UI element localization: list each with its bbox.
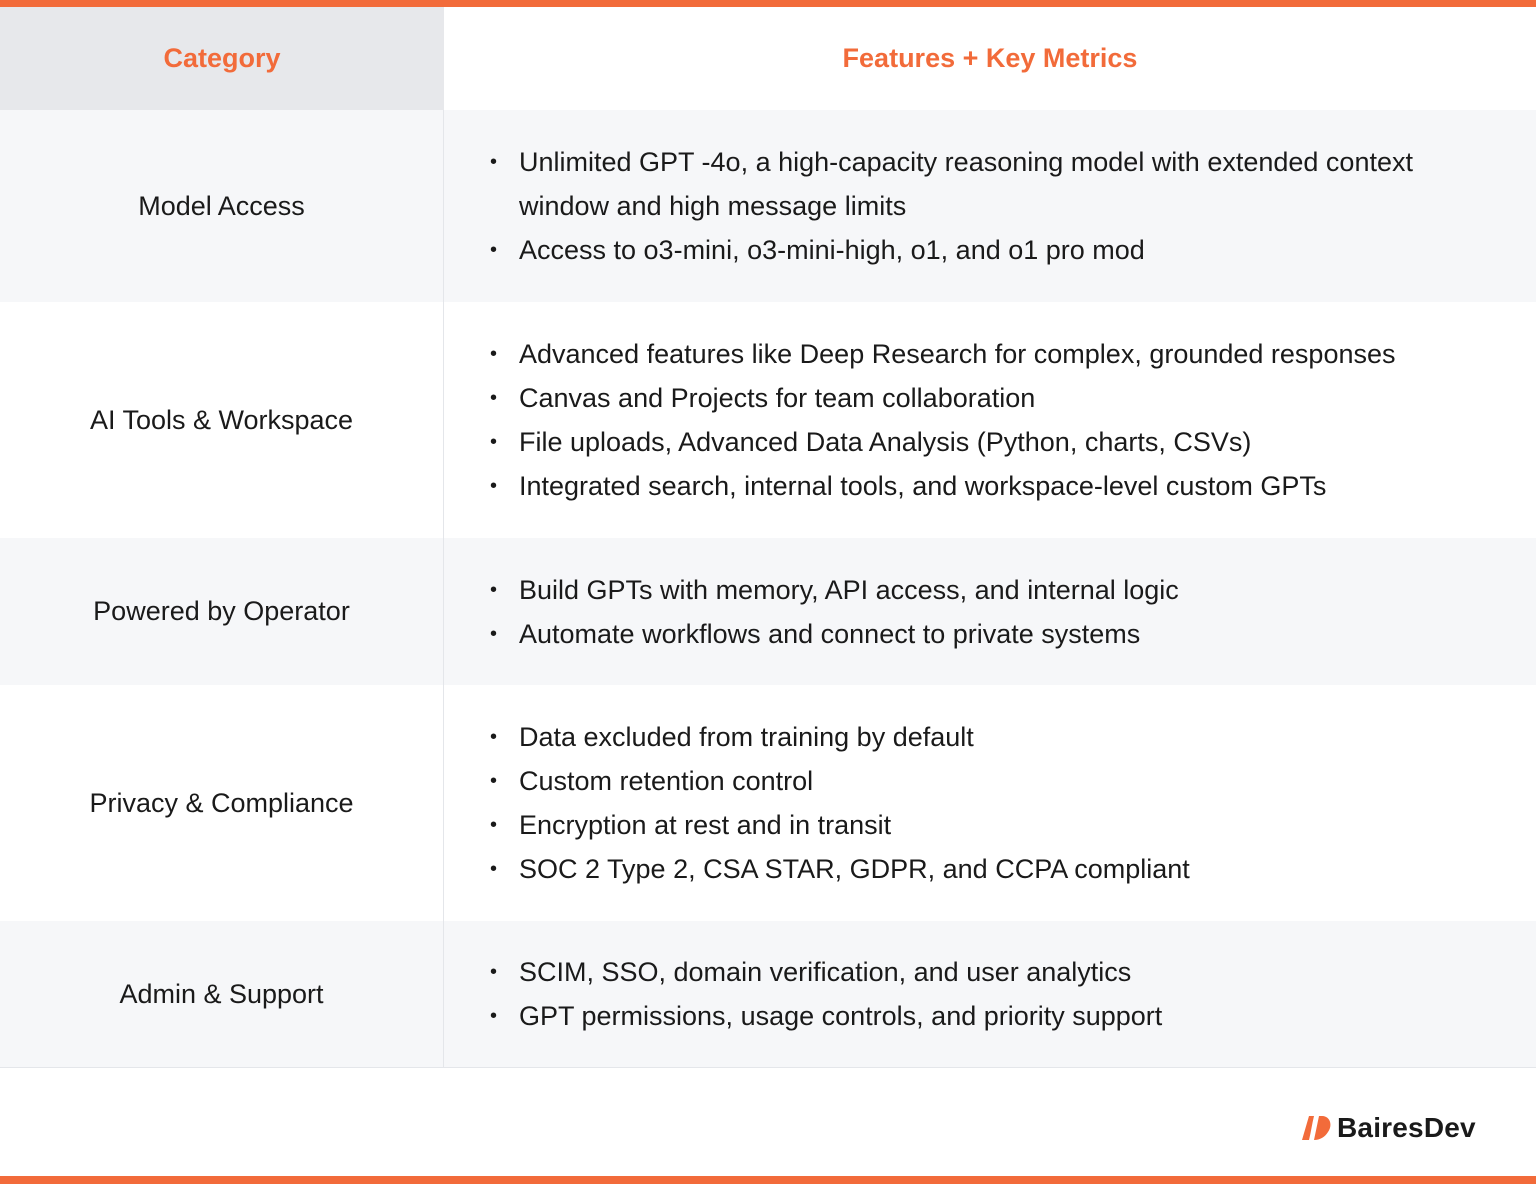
header-category: Category <box>0 7 444 110</box>
feature-list <box>490 715 1506 891</box>
row-category: Admin & Support <box>0 921 444 1067</box>
feature-list <box>490 950 1506 1038</box>
row-category: Privacy & Compliance <box>0 685 444 921</box>
feature-item: • Build GPTs with memory, API access, and internal logic <box>490 568 1506 612</box>
top-accent-bar <box>0 0 1536 7</box>
bairesdev-logo-icon <box>1300 1115 1332 1141</box>
feature-item: • Custom retention control <box>490 759 1506 803</box>
feature-item: • Canvas and Projects for team collaboration <box>490 376 1506 420</box>
row-category: AI Tools & Workspace <box>0 302 444 538</box>
row-features <box>444 110 1536 302</box>
feature-list <box>490 332 1506 508</box>
feature-list <box>490 568 1506 656</box>
feature-item: • Unlimited GPT -4o, a high-capacity reasoning model with extended context window and high message limits <box>490 140 1506 228</box>
feature-item: • SOC 2 Type 2, CSA STAR, GDPR, and CCPA compliant <box>490 847 1506 891</box>
table-row <box>0 685 1536 921</box>
table-row <box>0 110 1536 302</box>
row-features <box>444 538 1536 685</box>
row-category: Model Access <box>0 110 444 302</box>
table-row <box>0 538 1536 685</box>
row-features <box>444 921 1536 1067</box>
bottom-accent-bar <box>0 1176 1536 1184</box>
feature-list <box>490 140 1506 272</box>
row-features <box>444 302 1536 538</box>
table-header-row <box>0 7 1536 110</box>
header-features: Features + Key Metrics <box>444 7 1536 110</box>
feature-item: • Access to o3-mini, o3-mini-high, o1, and o1 pro mod <box>490 228 1506 272</box>
brand-name: BairesDev <box>1337 1112 1476 1143</box>
table-row <box>0 921 1536 1068</box>
table-row <box>0 302 1536 538</box>
feature-item: • Automate workflows and connect to private systems <box>490 612 1506 656</box>
feature-item: • Encryption at rest and in transit <box>490 803 1506 847</box>
feature-item: • Advanced features like Deep Research for complex, grounded responses <box>490 332 1506 376</box>
feature-item: • GPT permissions, usage controls, and priority support <box>490 994 1506 1038</box>
feature-item: • Integrated search, internal tools, and workspace-level custom GPTs <box>490 464 1506 508</box>
row-features <box>444 685 1536 921</box>
feature-item: • SCIM, SSO, domain verification, and user analytics <box>490 950 1506 994</box>
features-table <box>0 7 1536 1068</box>
row-category: Powered by Operator <box>0 538 444 685</box>
brand-logo <box>1300 1108 1476 1148</box>
feature-item: • File uploads, Advanced Data Analysis (Python, charts, CSVs) <box>490 420 1506 464</box>
feature-item: • Data excluded from training by default <box>490 715 1506 759</box>
